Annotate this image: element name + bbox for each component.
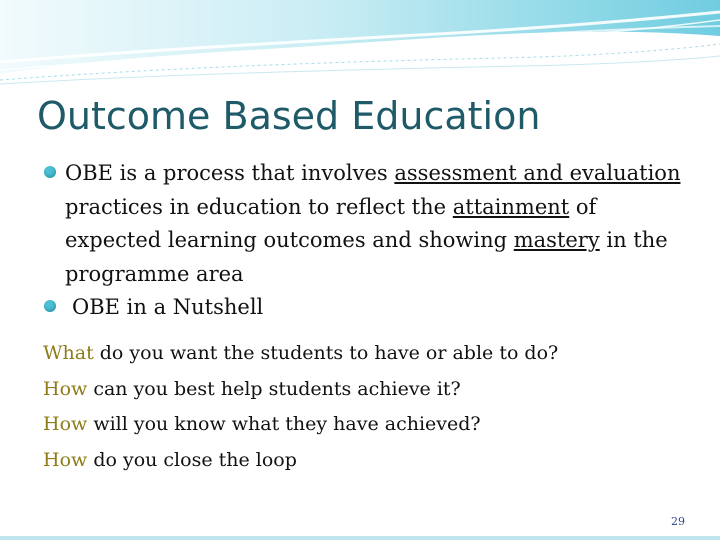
decorative-banner xyxy=(0,0,720,90)
question-keyword: How xyxy=(43,413,88,435)
question-keyword: What xyxy=(43,342,94,364)
bullet-item-obe-definition xyxy=(44,157,684,291)
bullet-text: OBE in a Nutshell xyxy=(72,295,264,319)
footer-rule xyxy=(0,536,720,540)
underlined-phrase: mastery xyxy=(513,228,600,252)
question-text: do you want the students to have or able to do? xyxy=(93,342,559,364)
question-line xyxy=(43,443,558,479)
question-line xyxy=(43,407,558,443)
page-number: 29 xyxy=(671,515,685,528)
bullet-text-part: of expected learning outcomes and showing xyxy=(65,194,597,252)
question-text: can you best help students achieve it? xyxy=(87,377,461,400)
slide-title: Outcome Based Education xyxy=(37,94,541,138)
question-line xyxy=(43,372,558,408)
bullet-text-part: practices in education to reflect the xyxy=(65,194,453,219)
question-text: do you close the loop xyxy=(87,448,297,471)
question-line xyxy=(43,336,558,372)
bullet-dot-icon xyxy=(44,300,56,312)
question-list xyxy=(43,336,558,478)
question-text: will you know what they have achieved? xyxy=(87,413,481,435)
bullet-text-part: OBE is a process that involves xyxy=(65,161,395,185)
bullet-list xyxy=(44,157,684,325)
underlined-phrase: attainment xyxy=(452,194,570,219)
question-keyword: How xyxy=(43,377,88,400)
underlined-phrase: assessment and evaluation xyxy=(394,161,681,185)
bullet-item-obe-nutshell xyxy=(44,291,684,325)
bullet-text xyxy=(65,161,680,286)
bullet-text-part: in the programme area xyxy=(65,228,668,286)
bullet-dot-icon xyxy=(44,166,56,178)
question-keyword: How xyxy=(43,448,88,471)
